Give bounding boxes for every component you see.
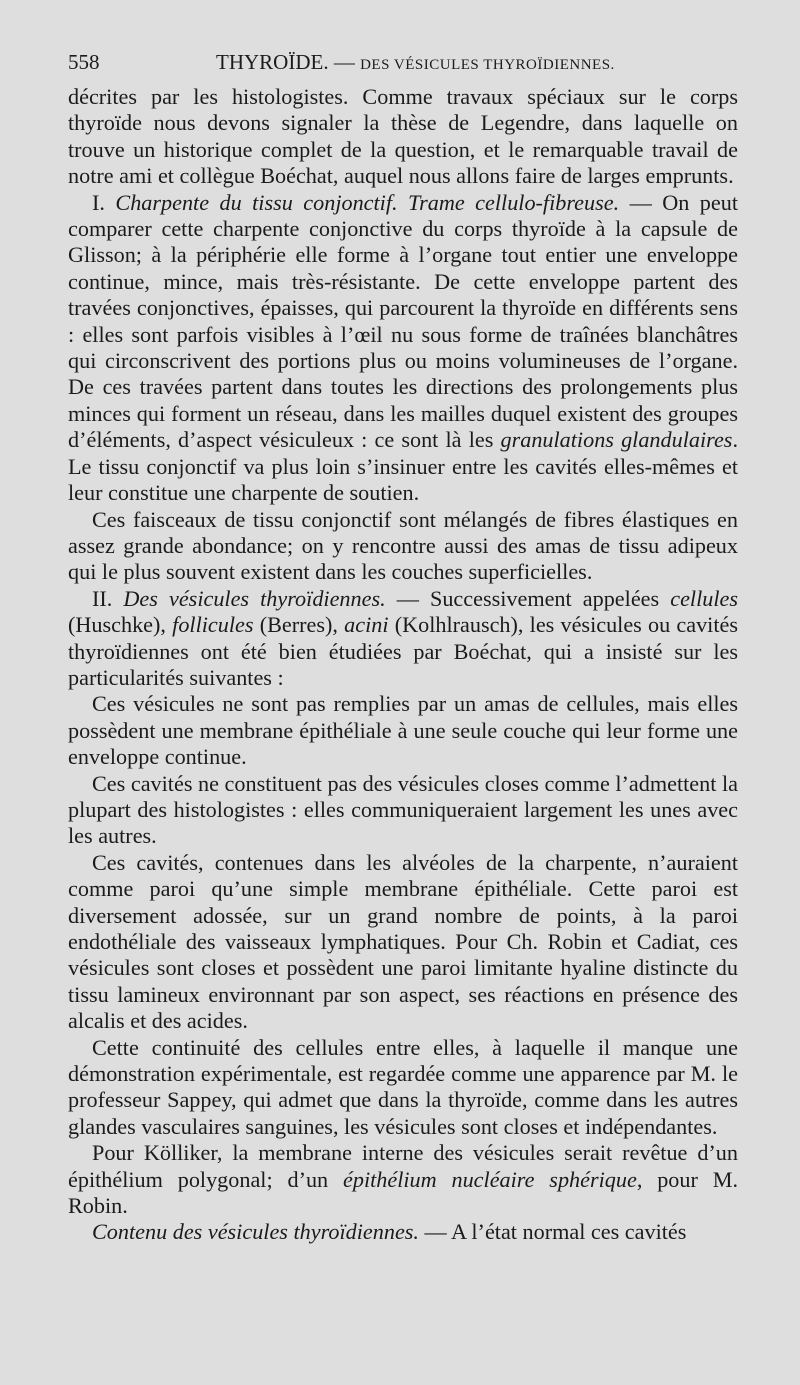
- paragraph-4-a: — Successivement appelées: [385, 585, 671, 611]
- paragraph-2-body: — On peut comparer cette charpente conjonctive du corps thyroïde à la capsule de Glisson; à la périphérie elle forme à l’organe tout entier une enveloppe continue, mince, mais très-résistante. De cette enveloppe partent des travées conjonctives, épaisses, qui parcourent la thyroïde en différents sens : elles sont parfois visibles à l’œil nu sous forme de traînées blanchâtres qui circonscrivent des portions plus ou moins volumineuses de l’organe. De ces travées partent dans toutes les directions des prolongements plus minces qui forment un réseau, dans les mailles duquel existent des groupes d’éléments, d’aspect vésiculeux : ce sont là les: [68, 189, 738, 453]
- paragraph-4: [68, 586, 738, 692]
- paragraph-4-b: (Huschke),: [68, 612, 173, 638]
- term-acini: acini: [344, 612, 389, 638]
- title-dash: —: [328, 50, 361, 74]
- paragraph-9: [68, 1140, 738, 1219]
- paragraph-8: Cette continuité des cellules entre elles, à laquelle il manque une démonstration expérimentale, est regardée comme une apparence par M. le professeur Sappey, qui admet que dans la thyroïde, comme dans les autres glandes vasculaires sanguines, les vésicules sont closes et indépendantes.: [68, 1034, 738, 1139]
- running-title: [216, 50, 615, 75]
- section-heading-contenu: Contenu des vésicules thyroïdiennes.: [92, 1219, 419, 1245]
- paragraph-2: [68, 190, 738, 507]
- paragraph-4-d: (Kolhlrausch), les vésicules ou cavités thyroïdiennes ont été bien étudiées par Boéchat, qui a insisté sur les particularités suivantes :: [68, 612, 738, 690]
- term-cellules: cellules: [670, 585, 738, 611]
- body-text: [68, 84, 738, 1246]
- paragraph-4-c: (Berres),: [253, 612, 345, 638]
- paragraph-3: Ces faisceaux de tissu conjonctif sont mélangés de fibres élastiques en assez grande abondance; on y rencontre aussi des amas de tissu adipeux qui le plus souvent existent dans les couches superficielles.: [68, 506, 738, 585]
- page-number: 558: [68, 50, 100, 74]
- paragraph-7: Ces cavités, contenues dans les alvéoles de la charpente, n’auraient comme paroi qu’une simple membrane épithéliale. Cette paroi est diversement adossée, sur un grand nombre de points, à la paroi endothéliale des vaisseaux lymphatiques. Pour Ch. Robin et Cadiat, ces vésicules sont closes et possèdent une paroi limitante hyaline distincte du tissu lamineux environnant par son aspect, ses réactions en présence des alcalis et des acides.: [68, 849, 738, 1034]
- section-number-1: I.: [92, 189, 116, 215]
- section-heading-vesicules: Des vésicules thyroïdiennes.: [123, 585, 386, 611]
- paragraph-2-tail: . Le tissu conjonctif va plus loin s’insinuer entre les cavités elles-mêmes et leur constitue une charpente de soutien.: [68, 427, 738, 506]
- section-number-2: II.: [92, 585, 124, 611]
- title-main: THYROÏDE.: [216, 50, 329, 74]
- paragraph-10-body: — A l’état normal ces cavités: [418, 1219, 687, 1245]
- title-sub: DES VÉSICULES THYROÏDIENNES.: [360, 57, 615, 73]
- paragraph-1: décrites par les histologistes. Comme travaux spéciaux sur le corps thyroïde nous devons signaler la thèse de Legendre, dans laquelle on trouve un historique complet de la question, et le remarquable travail de notre ami et collègue Boéchat, auquel nous allons faire de larges emprunts.: [68, 84, 738, 189]
- running-header: [68, 50, 738, 84]
- term-epithelium: épithélium nucléaire sphérique: [343, 1166, 637, 1192]
- paragraph-10: [68, 1219, 738, 1245]
- section-heading-charpente: Charpente du tissu conjonctif. Trame cellulo-fibreuse.: [115, 189, 620, 215]
- term-follicules: follicules: [172, 612, 254, 638]
- paragraph-9-b: , pour M. Robin.: [68, 1166, 738, 1219]
- paragraph-9-a: Pour Kölliker, la membrane interne des vésicules serait revêtue d’un épithélium polygonal; d’un: [68, 1140, 738, 1192]
- paragraph-6: Ces cavités ne constituent pas des vésicules closes comme l’admettent la plupart des histologistes : elles communiqueraient largement les unes avec les autres.: [68, 770, 738, 849]
- term-granulations: granulations glandulaires: [500, 427, 733, 453]
- paragraph-5: Ces vésicules ne sont pas remplies par un amas de cellules, mais elles possèdent une membrane épithéliale à une seule couche qui leur forme une enveloppe continue.: [68, 691, 738, 770]
